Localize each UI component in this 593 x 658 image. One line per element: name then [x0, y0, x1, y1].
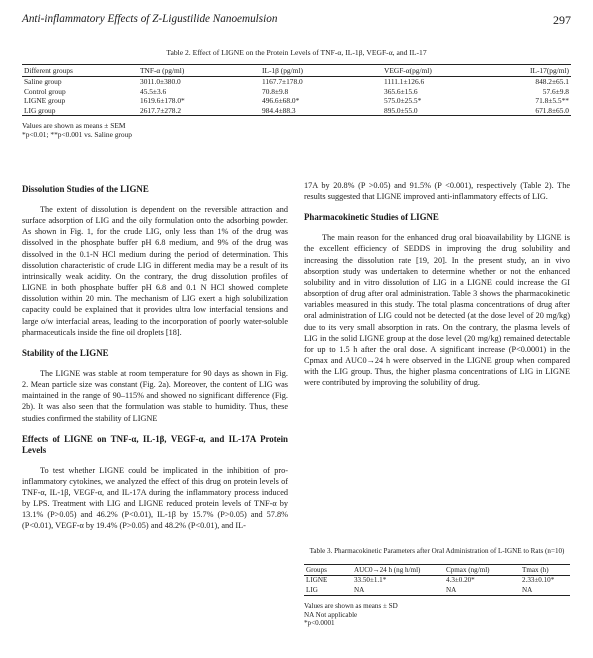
section-heading-dissolution: Dissolution Studies of the LIGNE — [22, 184, 149, 194]
table-cell: 575.0±25.5* — [384, 96, 422, 106]
table-3-notes — [304, 602, 570, 628]
column-header: Cpmax (ng/ml) — [444, 565, 520, 576]
table-cell: 1167.7±178.0 — [262, 77, 303, 87]
table-3-caption: Table 3. Pharmacokinetic Parameters after Oral Administration of L-IGNE to Rats (n=10) — [309, 547, 565, 555]
table-header-row — [22, 65, 571, 77]
table-cell: LIG group — [22, 105, 138, 115]
table-row — [22, 86, 571, 95]
table-2-grid — [22, 64, 571, 116]
table-cell: 33.50±1.1* — [354, 576, 387, 585]
paragraph-pharmacokinetic: The main reason for the enhanced drug oral bioavailability by LIGNE is the excellent efficiency of SEDDS in improving the drug solubility and increasing the dissolution rate [19, 20]. In the present study, an in vivo absorption study was undertaken to determine whether or not the enhanced solubility and in vitro dissolution of LIG in a LIGNE could increase the GI absorption of drug after oral administration. Table 3 shows the pharmacokinetic variables measured in this study. The total plasma concentrations of drug after oral administration of LIG could not be detected (at the dose level of 20 mg/kg) due to its very small absorption in rats. On the contrary, the plasma levels of LIG in the solid LIGNE group at the dose level (20 mg/kg) remained detectable for up to 1.5 h after the oral dose. A significant increase (P<0.0001) in the Cpmax and AUC0→24 h were observed in the LIGNE group when compared with the LIG group. Thus, the higher plasma concentrations of LIG in LIGNE were contributed by improving the solubility of drug. — [304, 233, 570, 388]
table-cell: 3011.0±380.0 — [140, 77, 181, 87]
column-header: Tmax (h) — [520, 565, 570, 576]
section-heading-stability: Stability of the LIGNE — [22, 347, 109, 358]
table-header-row — [304, 565, 570, 576]
paragraph-dissolution: The extent of dissolution is dependent on the reversible attraction and surface adsorption of LIG and the oily formulation onto the adsorbing powder. As shown in Fig. 1, for the crude LIG, only less than 1% of the drug was dissolved in the phosphate buffer pH 6.8 medium, and 9% of the drug was dissolved in the 0.1-N HCl medium during the period of determination. This dissolution characteristic of crude LIG in different media may be a result of its intrinsically weak acidity. On the contrary, the drug dissolution profiles of LIGNE in both phosphate buffer pH 6.8 and 0.1 N HCl showed complete dissolution within 20 min. The mechanism of LIG exert a high solubilization capacity could be explained that it provides ultra low interfacial tensions and large o/w interfacial areas, leading to the incorporation of poorly water-soluble pharmaceuticals inside the fine oil droplets [18]. — [22, 205, 288, 337]
column-header: IL-17(pg/ml) — [506, 65, 571, 77]
table-cell: 365.6±15.6 — [384, 86, 418, 96]
table-cell: NA — [444, 586, 520, 596]
table-cell: NA — [352, 586, 444, 596]
table-cell: 70.8±9.8 — [262, 86, 289, 96]
column-header: TNF-α (pg/ml) — [138, 65, 260, 77]
table-note: *p<0.0001 — [304, 619, 335, 628]
table-note: Values are shown as means ± SD — [304, 602, 398, 611]
paragraph-stability: The LIGNE was stable at room temperature for 90 days as shown in Fig. 2. Mean particle size was constant (Fig. 2a). Moreover, the content of LIG was maintained in the range of 90–115% and showed no significant difference (Fig. 2b). It was also seen that the formulation was stable to humidity. Thus, these studies confirmed the stability of LIGNE — [22, 368, 288, 423]
table-row — [304, 586, 570, 596]
table-cell: 57.6±9.8 — [542, 86, 569, 96]
table-2-notes — [22, 121, 571, 139]
right-column — [304, 180, 570, 399]
table-2-caption: Table 2. Effect of LIGNE on the Protein Levels of TNF-α, IL-1β, VEGF-α, and IL-17 — [166, 48, 427, 57]
table-cell: LIGNE group — [24, 96, 66, 106]
column-header: IL-1β (pg/ml) — [260, 65, 382, 77]
table-cell: 71.8±5.5** — [535, 96, 569, 106]
table-2 — [22, 48, 571, 139]
table-3-grid — [304, 564, 570, 596]
paragraph-continuation: 17A by 20.8% (P >0.05) and 91.5% (P <0.001), respectively (Table 2). The results suggested that LIGNE improved anti-inflammatory effects of LIG. — [304, 181, 570, 202]
running-header — [22, 13, 571, 28]
column-header: VEGF-α(pg/ml) — [382, 65, 506, 77]
table-row — [22, 77, 571, 87]
column-header: Different groups — [22, 65, 138, 77]
table-cell: Control group — [24, 86, 66, 96]
paragraph-protein-levels: To test whether LIGNE could be implicated in the inhibition of pro-inflammatory cytokines, we analyzed the effect of this drug on protein levels of TNF-α, IL-1β, VEGF-α, and IL-17A during the inflammatory process induced by LPS. Treatment with LIG and LIGNE reduced protein levels of TNF-α by 13.1% (P>0.05) and 46.2% (P<0.01), IL-1β by 15.7% (P>0.05) and 57.8% (P<0.01), VEGF-α by 19.4% (P>0.05) and 48.2% (P<0.01), and IL- — [22, 465, 288, 531]
table-cell: Saline group — [24, 77, 62, 87]
table-cell: 895.0±55.0 — [382, 105, 506, 115]
table-note: *p<0.01; **p<0.001 vs. Saline group — [22, 129, 132, 139]
column-header: Groups — [304, 565, 352, 576]
table-cell: 4.3±0.20* — [446, 576, 475, 585]
table-cell: 2617.7±278.2 — [138, 105, 260, 115]
table-cell: 1111.1±126.6 — [384, 77, 425, 87]
table-cell: 496.6±68.0* — [262, 96, 300, 106]
table-row — [22, 105, 571, 115]
table-row — [304, 576, 570, 586]
table-note: NA Not applicable — [304, 610, 358, 619]
column-header: AUC0→24 h (ng h/ml) — [352, 565, 444, 576]
table-cell: 1619.6±178.0* — [140, 96, 185, 106]
table-note: Values are shown as means ± SEM — [22, 120, 126, 130]
table-cell: 45.5±3.6 — [140, 86, 167, 96]
table-cell: 2.33±0.10* — [522, 576, 555, 585]
section-heading-pharmacokinetic: Pharmacokinetic Studies of LIGNE — [304, 212, 439, 223]
table-cell: 671.8±65.0 — [506, 105, 571, 115]
page-number: 297 — [553, 13, 571, 27]
table-row — [22, 96, 571, 105]
table-cell: LIG — [304, 586, 352, 596]
table-cell: NA — [520, 586, 570, 596]
section-heading-protein-levels: Effects of LIGNE on TNF-α, IL-1β, VEGF-α, and IL-17A Protein Levels — [22, 433, 288, 455]
left-column — [22, 180, 288, 542]
table-cell: 848.2±65.1 — [535, 77, 569, 87]
table-cell: LIGNE — [306, 576, 328, 585]
table-3 — [304, 547, 570, 628]
table-cell: 984.4±88.3 — [260, 105, 382, 115]
running-title: Anti-inflammatory Effects of Z-Ligustilide Nanoemulsion — [22, 13, 278, 25]
